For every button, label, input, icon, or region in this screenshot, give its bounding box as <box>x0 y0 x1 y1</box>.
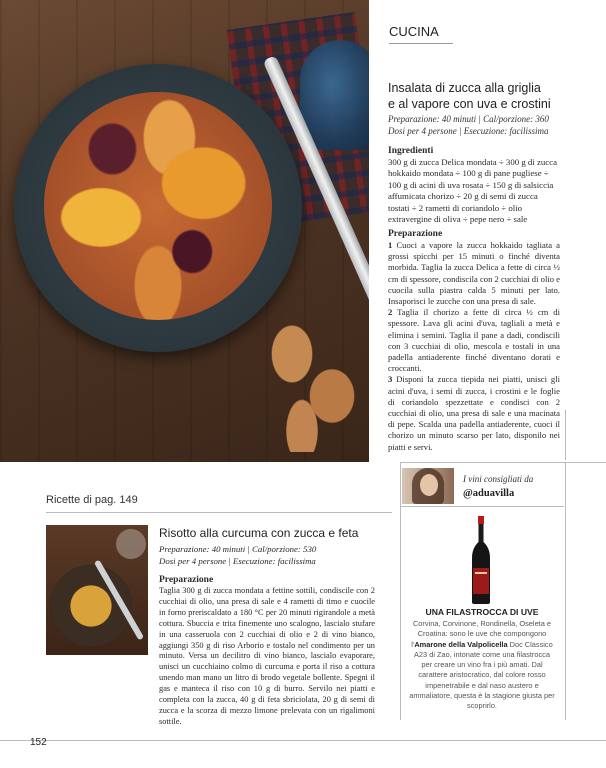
step-number: 1 <box>388 240 393 250</box>
preparation-step <box>388 374 560 452</box>
risotto-preparation-heading: Preparazione <box>159 575 214 585</box>
wine-recommendation-label: I vini consigliati da <box>463 474 534 484</box>
wine-desc-part: Corvina, Corvinone, Rondinella, Oseleta e Croatina: sono le uve che compongono l' <box>411 619 552 649</box>
wine-desc-part: Doc Classico A23 di Zao, intonate come una filastrocca per creare un vino fra i più amati. Dal carattere aristocratico, dal colore rosso impenetrabile e dal naso austero e ammaliatore, questa è la stagione giusta per scoprirlo. <box>409 639 555 711</box>
risotto-title: Risotto alla curcuma con zucca e feta <box>159 526 359 540</box>
avatar <box>402 468 454 504</box>
ingredients-text: 300 g di zucca Delica mondata ÷ 300 g di zucca hokkaido mondata ÷ 100 g di pane pugliese ÷ 100 g di acini di uva rosata ÷ 150 g di salsiccia affumicata chorizo ÷ 20 g di semi di zucca tostati ÷ 2 rametti di coriandolo ÷ olio extravergine di oliva ÷ pepe nero ÷ sale <box>388 157 557 225</box>
risotto-meta-line-1: Preparazione: 40 minuti | Cal/porzione: 530 <box>159 544 317 554</box>
step-text: Taglia il chorizo a fette di circa ½ cm di spessore. Lava gli acini d'uva, tagliali a metà e elimina i semini. Taglia il pane a dadi, condiscili con 3 cucchiai di olio, mescola e tostali in una padella antiaderente finché diventano dorati e croccanti. <box>388 307 560 374</box>
recipe-title <box>388 80 588 112</box>
preparation-heading: Preparazione <box>388 229 443 239</box>
risotto-meta-line-2: Dosi per 4 persone | Esecuzione: facilissima <box>159 555 316 566</box>
wine-name: UNA FILASTROCCA DI UVE <box>425 607 539 617</box>
preparation-step <box>388 307 560 374</box>
pumpkin-salad <box>44 92 272 320</box>
recipe-title-line-1: Insalata di zucca alla griglia <box>388 81 541 95</box>
recipe-meta-line-2: Dosi per 4 persone | Esecuzione: facilissima <box>388 126 549 136</box>
preparation-steps <box>388 240 560 453</box>
recipe-title-line-2: e al vapore con uva e crostini <box>388 97 551 111</box>
wine-desc-bold: Amarone della Valpolicella <box>414 639 508 649</box>
divider <box>400 506 564 507</box>
step-text: Disponi la zucca tiepida nei piatti, unisci gli acini d'uva, i semi di zucca, i crostini e le foglie di coriandolo spezzettate e condisci con 2 cucchiai di olio, una presa di sale e una macinata di pepe. Scalda una padella antiaderente, cuoci il chorizo un minuto scarso per lato, disponilo nei piatti e servi. <box>388 374 560 452</box>
ingredients-heading: Ingredienti <box>388 146 434 156</box>
wine-author-handle: @aduavilla <box>463 488 515 499</box>
preparation-step <box>388 240 560 307</box>
recipe-meta-line-1: Preparazione: 40 minuti | Cal/porzione: 360 <box>388 114 549 124</box>
footer-line <box>0 740 606 741</box>
croutons <box>262 312 362 452</box>
divider <box>46 512 392 513</box>
glass <box>116 529 146 559</box>
section-label: CUCINA <box>389 24 453 44</box>
risotto-photo <box>46 525 148 655</box>
step-number: 2 <box>388 307 393 318</box>
wine-description <box>408 619 556 712</box>
step-text: Cuoci a vapore la zucca hokkaido tagliata a grossi spicchi per 15 minuti o finché diventa morbida. Taglia la zucca Delica a fette di circa ½ cm di spessore, condiscila con 2 cucchiai di olio e cuocila sulla piastra calda 5 minuti per lato. Insaporisci le zucche con una presa di sale. <box>388 240 560 307</box>
step-number: 3 <box>388 374 393 385</box>
risotto-meta <box>159 544 389 567</box>
page-number: 152 <box>30 737 47 748</box>
avatar-face <box>420 474 438 496</box>
risotto-preparation-text: Taglia 300 g di zucca mondata a fettine sottili, condiscile con 2 cucchiai di olio, una presa di sale e 4 rametti di timo e cuocile in forno preriscaldato a 180 °C per 20 minuti rigirandole a metà cottura. Sbuccia e trita finemente uno scalogno, lascialo stufare in una casseruola con 2 cucchiai di olio e 2 di vino bianco, aggiungi 350 g di riso Arborio e tostalo nel condimento per un minuto. Versa un decilitro di vino bianco, lascialo evaporare, unisci un cucchiaino colmo di curcuma e porta il riso a cottura unendo man mano un litro di brodo vegetale bollente. Spegni il gas e manteca il riso con 10 g di burro. Servilo nei piatti e completa con la zucca, 40 g di feta sbriciolata, 20 g di semi di zucca e la scorza di mezzo limone prelevata con un rigalimoni sottile. <box>159 586 375 726</box>
ricette-label: Ricette di pag. 149 <box>46 494 138 506</box>
recipe-meta <box>388 113 593 137</box>
wine-bottle-icon <box>470 516 492 604</box>
divider <box>565 410 566 460</box>
salad-photo <box>0 0 369 462</box>
